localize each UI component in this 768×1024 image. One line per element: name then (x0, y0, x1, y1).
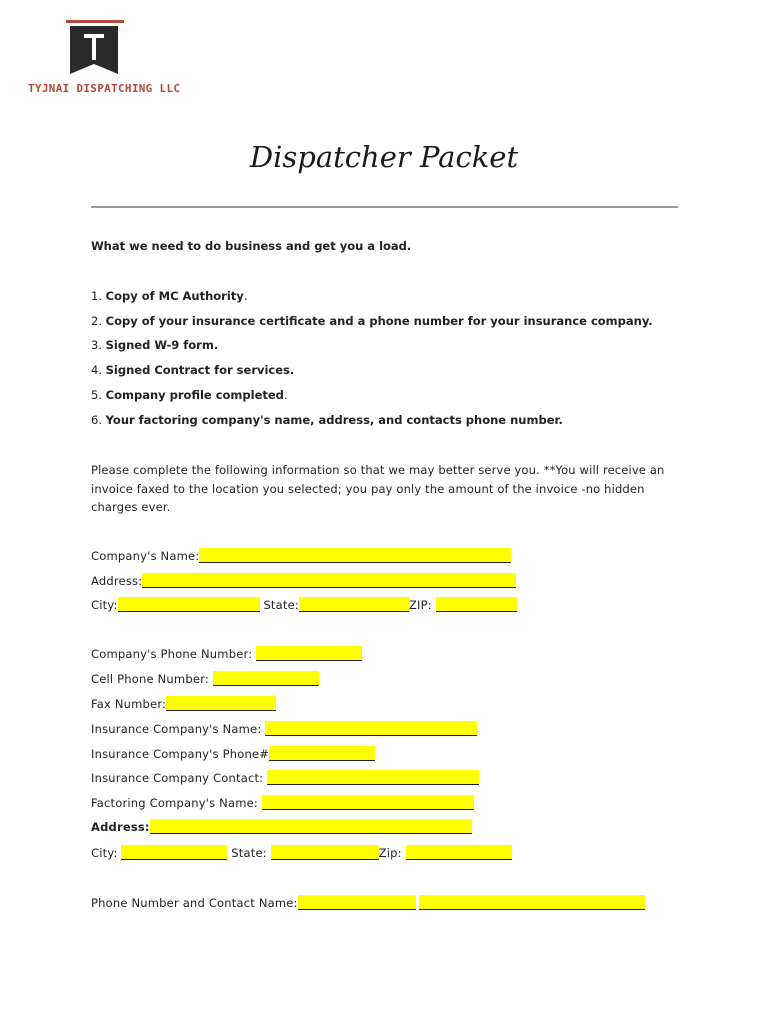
company-name-field[interactable] (199, 548, 511, 563)
requirement-number: 4. (91, 363, 102, 377)
requirement-text: Your factoring company's name, address, and contacts phone number. (105, 413, 563, 427)
requirement-item (91, 289, 247, 303)
requirement-number: 1. (91, 289, 102, 303)
requirement-item (91, 314, 653, 328)
fax-label: Fax Number: (91, 697, 167, 711)
factoring-zip-label: Zip: (378, 846, 402, 860)
title-divider (91, 206, 678, 208)
requirement-number: 6. (91, 413, 102, 427)
insurance-name-field[interactable] (265, 721, 477, 736)
requirement-item (91, 338, 218, 352)
factoring-city-label: City: (91, 846, 118, 860)
fax-field[interactable] (166, 696, 276, 711)
zip-field[interactable] (436, 597, 517, 612)
factoring-address-label: Address: (91, 820, 150, 834)
company-name-row (91, 548, 511, 563)
company-name-label: Company's Name: (91, 549, 200, 563)
phone-number-field[interactable] (298, 895, 416, 910)
factoring-state-field[interactable] (271, 845, 379, 860)
cell-phone-field[interactable] (213, 671, 319, 686)
requirement-text: Company profile completed (105, 388, 284, 402)
insurance-contact-label: Insurance Company Contact: (91, 771, 264, 785)
insurance-phone-label: Insurance Company's Phone# (91, 747, 270, 761)
requirement-text: Signed Contract for services. (105, 363, 295, 377)
factoring-name-field[interactable] (262, 795, 474, 810)
cell-phone-row (91, 671, 319, 686)
factoring-name-row (91, 795, 474, 810)
factoring-city-field[interactable] (121, 845, 227, 860)
cell-phone-label: Cell Phone Number: (91, 672, 209, 686)
requirement-tail: . (283, 388, 288, 402)
requirement-number: 5. (91, 388, 102, 402)
requirement-item (91, 413, 563, 427)
requirement-item (91, 388, 288, 402)
factoring-address-row (91, 819, 472, 834)
city-label: City: (91, 598, 118, 612)
insurance-contact-row (91, 770, 479, 785)
phone-contact-label: Phone Number and Contact Name: (91, 896, 298, 910)
state-field[interactable] (299, 597, 409, 612)
city-state-zip-row (91, 597, 517, 612)
factoring-name-label: Factoring Company's Name: (91, 796, 258, 810)
requirement-item (91, 363, 294, 377)
requirement-text: Signed W-9 form. (105, 338, 219, 352)
banner-logo-icon (26, 18, 136, 82)
company-phone-label: Company's Phone Number: (91, 647, 253, 661)
insurance-name-row (91, 721, 477, 736)
factoring-city-state-zip-row (91, 845, 512, 860)
intro-text: What we need to do business and get you a load. (91, 239, 412, 253)
insurance-name-label: Insurance Company's Name: (91, 722, 262, 736)
state-label: State: (263, 598, 299, 612)
insurance-phone-field[interactable] (269, 746, 375, 761)
requirement-text: Copy of MC Authority (105, 289, 244, 303)
instructions-paragraph: Please complete the following information so that we may better serve you. **You will receive an invoice faxed to the location you selected; you pay only the amount of the invoice -no hidden charges ever. (91, 463, 665, 514)
insurance-contact-field[interactable] (267, 770, 479, 785)
insurance-phone-row (91, 746, 375, 761)
requirement-number: 3. (91, 338, 102, 352)
city-field[interactable] (118, 597, 260, 612)
zip-label: ZIP: (408, 598, 432, 612)
address-label: Address: (91, 574, 143, 588)
company-name-logo: TYJNAI DISPATCHING LLC (28, 82, 181, 95)
fax-row (91, 696, 276, 711)
requirement-number: 2. (91, 314, 102, 328)
factoring-state-label: State: (231, 846, 267, 860)
contact-name-field[interactable] (419, 895, 645, 910)
phone-contact-row (91, 895, 645, 910)
company-phone-field[interactable] (256, 646, 362, 661)
company-phone-row (91, 646, 362, 661)
address-field[interactable] (142, 573, 516, 588)
factoring-address-field[interactable] (150, 819, 472, 834)
company-logo (26, 18, 181, 98)
requirement-text: Copy of your insurance certificate and a phone number for your insurance company. (105, 314, 653, 328)
page-title: Dispatcher Packet (249, 140, 519, 174)
factoring-zip-field[interactable] (406, 845, 512, 860)
requirement-tail: . (243, 289, 248, 303)
address-row (91, 573, 516, 588)
